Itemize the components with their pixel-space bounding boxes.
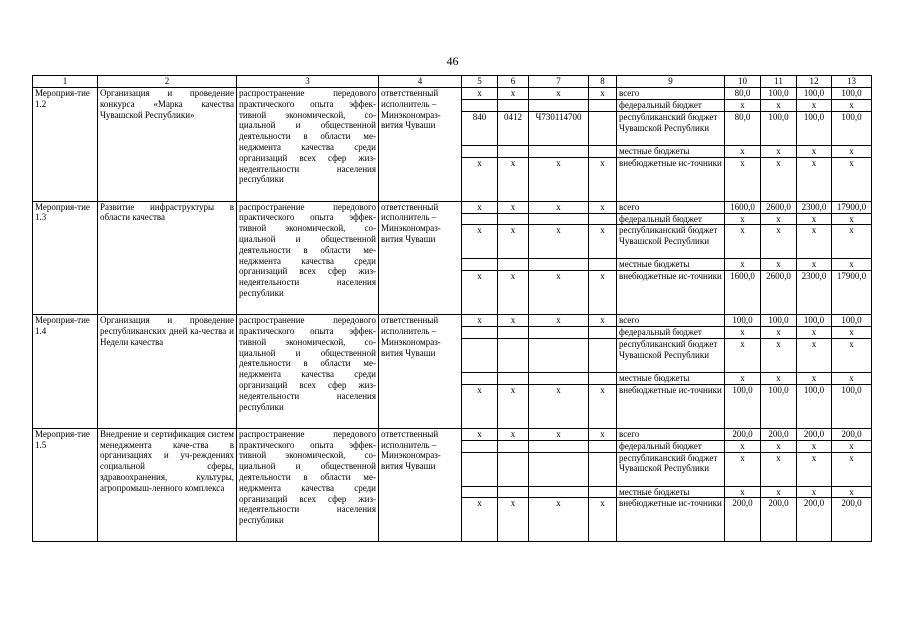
code-cell-5: x [462, 88, 498, 100]
funding-source: внебюджетные ис-точники [617, 157, 725, 201]
amount-cell-12: x [797, 486, 832, 498]
amount-cell-10: 1600,0 [725, 201, 761, 213]
code-cell-8 [589, 100, 617, 112]
event-executor: ответственный исполнитель – Минэкономраз-вития Чуваши [379, 315, 462, 429]
code-cell-8: x [589, 201, 617, 213]
amount-cell-10: x [725, 327, 761, 339]
amount-cell-10: 200,0 [725, 428, 761, 440]
code-cell-7 [529, 452, 589, 486]
code-cell-8 [589, 213, 617, 225]
amount-cell-13: 17900,0 [832, 201, 872, 213]
event-id: Мероприя-тие 1.3 [33, 201, 98, 315]
code-cell-7 [529, 213, 589, 225]
funding-source: внебюджетные ис-точники [617, 498, 725, 542]
header-cell-2: 2 [98, 76, 237, 88]
amount-cell-11: 200,0 [761, 428, 797, 440]
amount-cell-11: x [761, 259, 797, 271]
code-cell-7 [529, 440, 589, 452]
amount-cell-11: 100,0 [761, 315, 797, 327]
amount-cell-13: 200,0 [832, 428, 872, 440]
code-cell-5: x [462, 225, 498, 259]
amount-cell-10: 100,0 [725, 384, 761, 428]
amount-cell-13: 100,0 [832, 384, 872, 428]
funding-source: всего [617, 201, 725, 213]
header-cell-4: 4 [379, 76, 462, 88]
amount-cell-11: x [761, 372, 797, 384]
funding-source: местные бюджеты [617, 372, 725, 384]
code-cell-5 [462, 440, 498, 452]
amount-cell-10: 1600,0 [725, 271, 761, 315]
amount-cell-10: x [725, 372, 761, 384]
code-cell-7 [529, 338, 589, 372]
code-cell-7: x [529, 271, 589, 315]
amount-cell-11: 100,0 [761, 111, 797, 145]
code-cell-8: x [589, 157, 617, 201]
funding-source: всего [617, 88, 725, 100]
funding-source: федеральный бюджет [617, 440, 725, 452]
code-cell-6: 0412 [498, 111, 529, 145]
amount-cell-13: x [832, 157, 872, 201]
amount-cell-10: x [725, 225, 761, 259]
amount-cell-10: x [725, 452, 761, 486]
code-cell-6: x [498, 384, 529, 428]
amount-cell-13: 17900,0 [832, 271, 872, 315]
amount-cell-12: 200,0 [797, 498, 832, 542]
code-cell-5 [462, 259, 498, 271]
event-executor: ответственный исполнитель – Минэкономраз-вития Чуваши [379, 88, 462, 202]
code-cell-5: x [462, 428, 498, 440]
amount-cell-12: x [797, 213, 832, 225]
amount-cell-10: x [725, 100, 761, 112]
code-cell-8 [589, 111, 617, 145]
code-cell-6: x [498, 315, 529, 327]
code-cell-6: x [498, 157, 529, 201]
funding-source: местные бюджеты [617, 486, 725, 498]
funding-source: всего [617, 315, 725, 327]
amount-cell-13: x [832, 213, 872, 225]
code-cell-5: x [462, 498, 498, 542]
event-id: Мероприя-тие 1.2 [33, 88, 98, 202]
event-result: распространение передового практического опыта эффек-тивной экономической, со-циальной и общественной деятельности в области ме-неджмента качества среди организаций всех сфер жиз-недеятельности населения республики [237, 315, 379, 429]
amount-cell-12: 100,0 [797, 384, 832, 428]
code-cell-5 [462, 452, 498, 486]
table-row [33, 201, 872, 213]
amount-cell-10: 80,0 [725, 111, 761, 145]
header-cell-8: 8 [589, 76, 617, 88]
amount-cell-11: 100,0 [761, 88, 797, 100]
code-cell-7 [529, 100, 589, 112]
code-cell-8: x [589, 315, 617, 327]
code-cell-8: x [589, 428, 617, 440]
amount-cell-10: x [725, 145, 761, 157]
amount-cell-13: 100,0 [832, 88, 872, 100]
amount-cell-11: x [761, 100, 797, 112]
funding-source: федеральный бюджет [617, 327, 725, 339]
event-id: Мероприя-тие 1.4 [33, 315, 98, 429]
amount-cell-12: x [797, 452, 832, 486]
amount-cell-11: x [761, 145, 797, 157]
amount-cell-13: x [832, 327, 872, 339]
code-cell-5: x [462, 384, 498, 428]
amount-cell-12: x [797, 259, 832, 271]
amount-cell-10: x [725, 259, 761, 271]
amount-cell-12: 100,0 [797, 111, 832, 145]
code-cell-7: x [529, 225, 589, 259]
amount-cell-11: 100,0 [761, 384, 797, 428]
amount-cell-11: x [761, 440, 797, 452]
amount-cell-11: x [761, 452, 797, 486]
code-cell-6 [498, 259, 529, 271]
amount-cell-10: x [725, 338, 761, 372]
amount-cell-13: x [832, 100, 872, 112]
code-cell-7 [529, 486, 589, 498]
code-cell-6 [498, 338, 529, 372]
code-cell-8 [589, 327, 617, 339]
event-name: Организация и проведение республиканских дней ка-чества и Недели качества [98, 315, 237, 429]
code-cell-5 [462, 145, 498, 157]
code-cell-8 [589, 486, 617, 498]
table-row [33, 88, 872, 100]
code-cell-6: x [498, 201, 529, 213]
amount-cell-13: 100,0 [832, 315, 872, 327]
code-cell-8 [589, 145, 617, 157]
code-cell-5: x [462, 315, 498, 327]
code-cell-6: x [498, 271, 529, 315]
amount-cell-12: 100,0 [797, 88, 832, 100]
header-cell-11: 11 [761, 76, 797, 88]
amount-cell-13: x [832, 372, 872, 384]
event-executor: ответственный исполнитель – Минэкономраз-вития Чуваши [379, 428, 462, 542]
amount-cell-11: 200,0 [761, 498, 797, 542]
funding-source: местные бюджеты [617, 259, 725, 271]
code-cell-6 [498, 486, 529, 498]
code-cell-8 [589, 338, 617, 372]
amount-cell-11: 2600,0 [761, 201, 797, 213]
amount-cell-12: x [797, 327, 832, 339]
code-cell-7: x [529, 384, 589, 428]
code-cell-8: x [589, 225, 617, 259]
amount-cell-13: x [832, 452, 872, 486]
amount-cell-13: x [832, 440, 872, 452]
code-cell-6 [498, 145, 529, 157]
code-cell-7 [529, 259, 589, 271]
amount-cell-12: 100,0 [797, 315, 832, 327]
amount-cell-12: x [797, 100, 832, 112]
code-cell-6 [498, 213, 529, 225]
code-cell-5: 840 [462, 111, 498, 145]
code-cell-7: x [529, 498, 589, 542]
header-cell-9: 9 [617, 76, 725, 88]
header-cell-7: 7 [529, 76, 589, 88]
amount-cell-11: x [761, 213, 797, 225]
code-cell-5 [462, 372, 498, 384]
code-cell-6 [498, 440, 529, 452]
code-cell-6 [498, 100, 529, 112]
amount-cell-13: 200,0 [832, 498, 872, 542]
code-cell-7 [529, 145, 589, 157]
funding-source: внебюджетные ис-точники [617, 384, 725, 428]
code-cell-8: x [589, 88, 617, 100]
amount-cell-10: 100,0 [725, 315, 761, 327]
header-cell-6: 6 [498, 76, 529, 88]
page-number: 46 [446, 54, 459, 68]
amount-cell-10: x [725, 157, 761, 201]
funding-source: внебюджетные ис-точники [617, 271, 725, 315]
amount-cell-12: x [797, 225, 832, 259]
amount-cell-13: x [832, 259, 872, 271]
table-row [33, 315, 872, 327]
code-cell-6 [498, 327, 529, 339]
amount-cell-12: 2300,0 [797, 271, 832, 315]
funding-source: всего [617, 428, 725, 440]
amount-cell-13: x [832, 225, 872, 259]
amount-cell-11: 2600,0 [761, 271, 797, 315]
event-id: Мероприя-тие 1.5 [33, 428, 98, 542]
funding-source: федеральный бюджет [617, 213, 725, 225]
code-cell-6 [498, 452, 529, 486]
amount-cell-10: x [725, 486, 761, 498]
code-cell-5 [462, 486, 498, 498]
code-cell-6 [498, 372, 529, 384]
funding-source: республиканский бюджет Чувашской Республики [617, 111, 725, 145]
amount-cell-11: x [761, 157, 797, 201]
amount-cell-12: x [797, 338, 832, 372]
header-cell-12: 12 [797, 76, 832, 88]
code-cell-8 [589, 440, 617, 452]
amount-cell-10: x [725, 213, 761, 225]
amount-cell-12: x [797, 440, 832, 452]
amount-cell-10: 80,0 [725, 88, 761, 100]
code-cell-6: x [498, 225, 529, 259]
code-cell-8: x [589, 498, 617, 542]
amount-cell-11: x [761, 225, 797, 259]
header-cell-13: 13 [832, 76, 872, 88]
amount-cell-12: x [797, 157, 832, 201]
code-cell-5 [462, 213, 498, 225]
code-cell-6: x [498, 88, 529, 100]
code-cell-8 [589, 372, 617, 384]
code-cell-8 [589, 452, 617, 486]
event-name: Внедрение и сертификация систем менеджмента каче-ства в организациях и уч-реждениях социальной сферы, здравоохранения, культуры, агропромыш-ленного комплекса [98, 428, 237, 542]
funding-source: республиканский бюджет Чувашской Республики [617, 225, 725, 259]
amount-cell-11: x [761, 338, 797, 372]
code-cell-6: x [498, 428, 529, 440]
program-table [32, 75, 872, 542]
event-result: распространение передового практического опыта эффек-тивной экономической, со-циальной и общественной деятельности в области ме-неджмента качества среди организаций всех сфер жиз-недеятельности населения республики [237, 201, 379, 315]
amount-cell-11: x [761, 327, 797, 339]
funding-source: республиканский бюджет Чувашской Республики [617, 452, 725, 486]
code-cell-5 [462, 338, 498, 372]
amount-cell-10: 200,0 [725, 498, 761, 542]
event-name: Организация и проведение конкурса «Марка качества Чувашской Республики» [98, 88, 237, 202]
table-header [33, 76, 872, 88]
funding-source: местные бюджеты [617, 145, 725, 157]
amount-cell-11: x [761, 486, 797, 498]
event-result: распространение передового практического опыта эффек-тивной экономической, со-циальной и общественной деятельности в области ме-неджмента качества среди организаций всех сфер жиз-недеятельности населения республики [237, 428, 379, 542]
amount-cell-13: x [832, 145, 872, 157]
header-cell-5: 5 [462, 76, 498, 88]
event-result: распространение передового практического опыта эффек-тивной экономической, со-циальной и общественной деятельности в области ме-неджмента качества среди организаций всех сфер жиз-недеятельности населения республики [237, 88, 379, 202]
header-cell-3: 3 [237, 76, 379, 88]
code-cell-8: x [589, 384, 617, 428]
code-cell-5 [462, 100, 498, 112]
amount-cell-13: 100,0 [832, 111, 872, 145]
code-cell-7: x [529, 201, 589, 213]
header-cell-10: 10 [725, 76, 761, 88]
event-name: Развитие инфраструктуры в области качества [98, 201, 237, 315]
amount-cell-12: 200,0 [797, 428, 832, 440]
header-row [33, 76, 872, 88]
code-cell-7: x [529, 315, 589, 327]
code-cell-7: Ч730114700 [529, 111, 589, 145]
event-executor: ответственный исполнитель – Минэкономраз-вития Чуваши [379, 201, 462, 315]
code-cell-8: x [589, 271, 617, 315]
amount-cell-12: 2300,0 [797, 201, 832, 213]
funding-source: республиканский бюджет Чувашской Республики [617, 338, 725, 372]
amount-cell-12: x [797, 145, 832, 157]
amount-cell-12: x [797, 372, 832, 384]
amount-cell-10: x [725, 440, 761, 452]
code-cell-5: x [462, 157, 498, 201]
funding-source: федеральный бюджет [617, 100, 725, 112]
code-cell-7: x [529, 428, 589, 440]
amount-cell-13: x [832, 338, 872, 372]
code-cell-8 [589, 259, 617, 271]
code-cell-5: x [462, 201, 498, 213]
amount-cell-13: x [832, 486, 872, 498]
code-cell-6: x [498, 498, 529, 542]
code-cell-5: x [462, 271, 498, 315]
code-cell-7: x [529, 157, 589, 201]
code-cell-5 [462, 327, 498, 339]
code-cell-7 [529, 372, 589, 384]
code-cell-7: x [529, 88, 589, 100]
header-cell-1: 1 [33, 76, 98, 88]
table-row [33, 428, 872, 440]
code-cell-7 [529, 327, 589, 339]
